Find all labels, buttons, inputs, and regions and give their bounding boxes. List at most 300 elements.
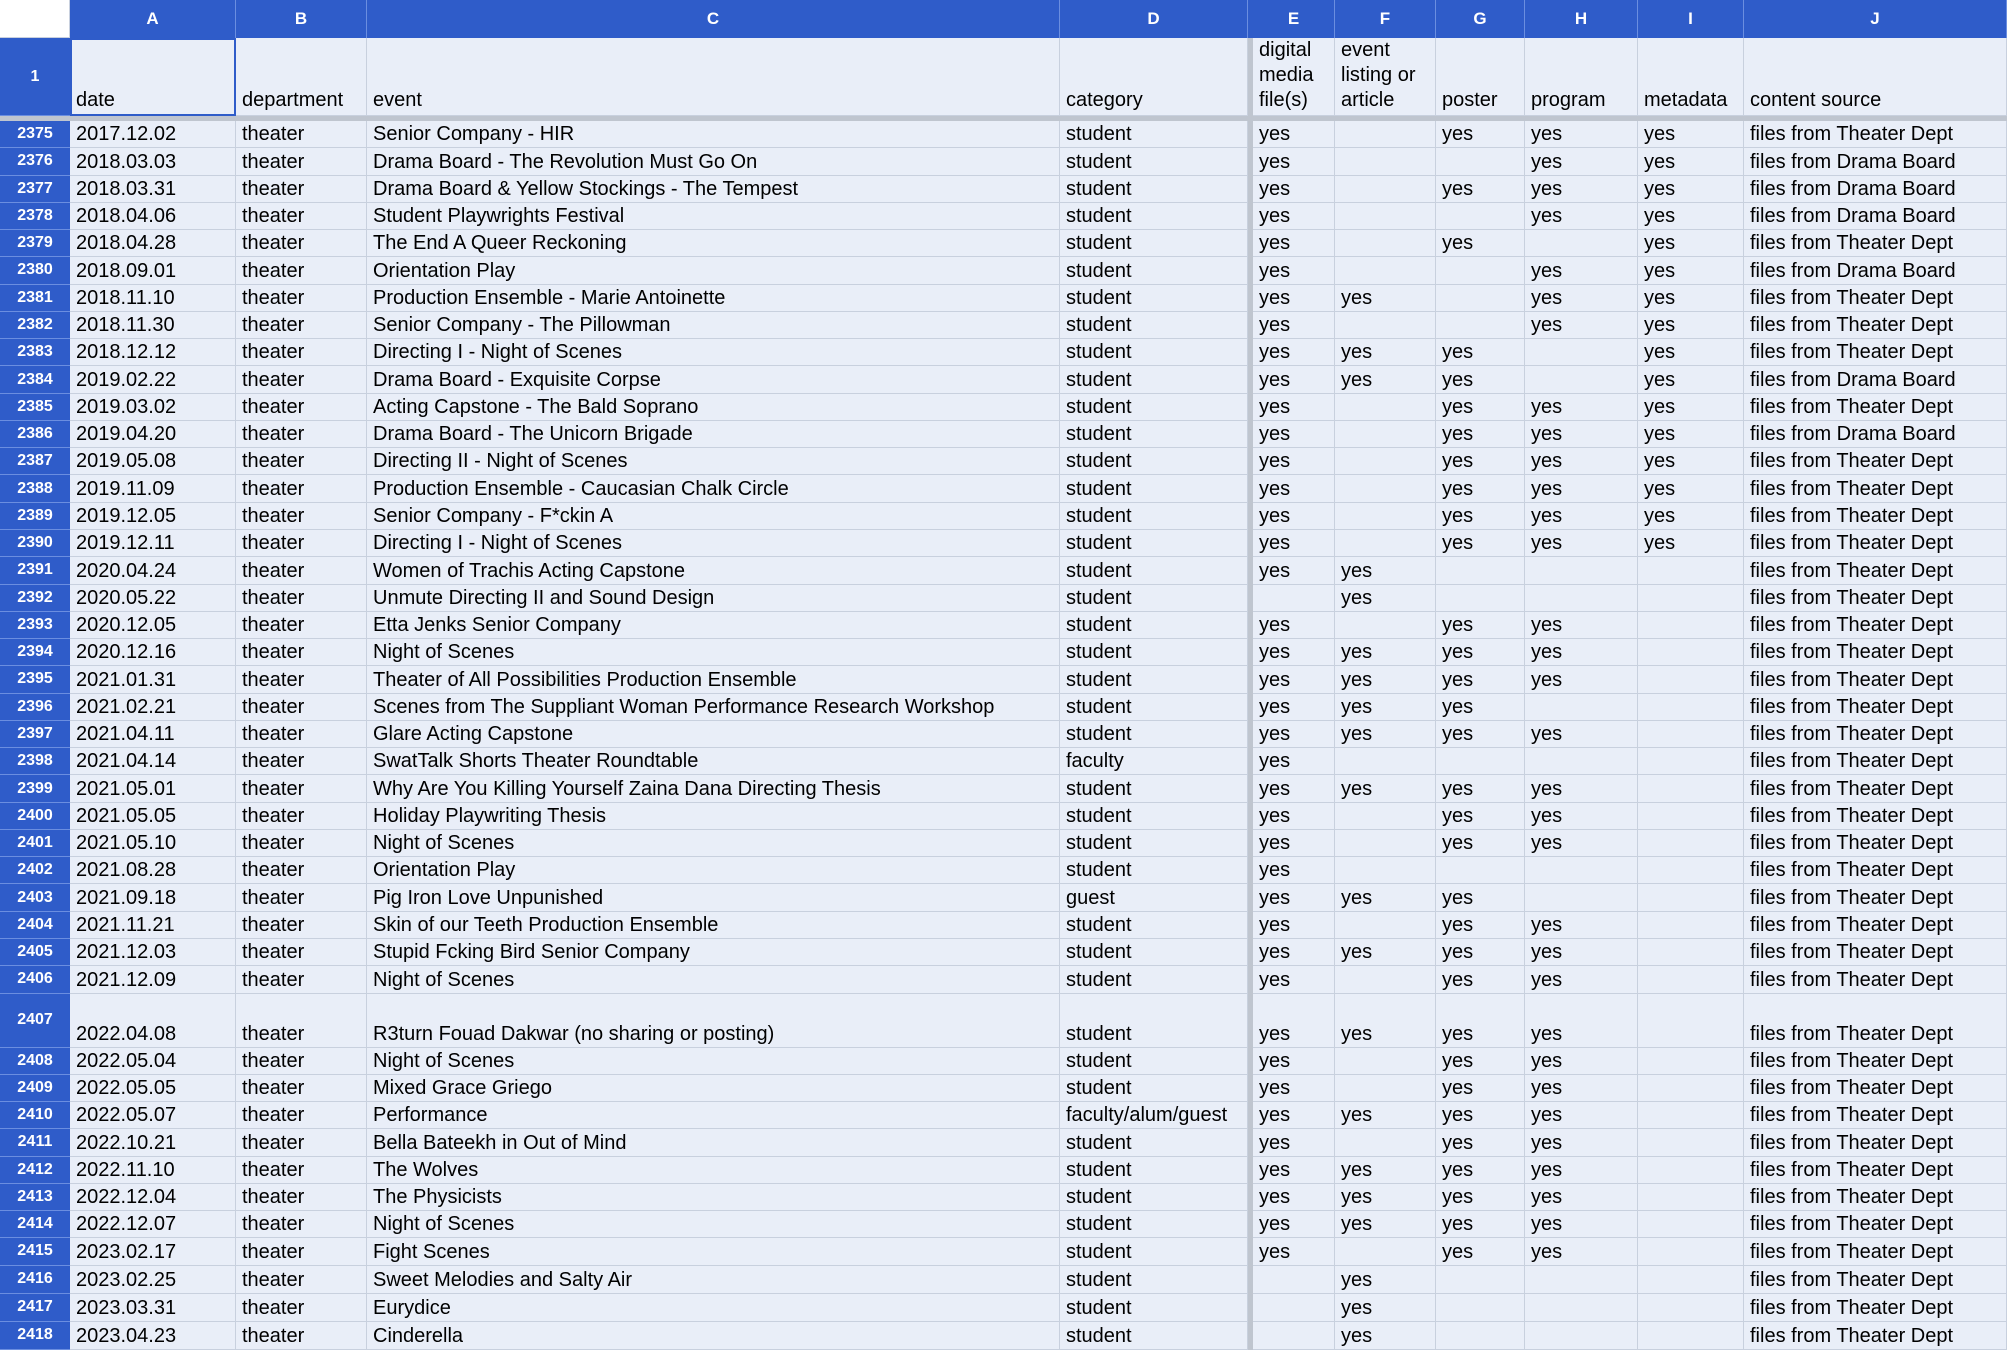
- table-cell[interactable]: [1638, 721, 1744, 748]
- table-cell[interactable]: yes: [1436, 503, 1525, 530]
- table-cell[interactable]: files from Theater Dept: [1744, 1184, 2007, 1211]
- table-cell[interactable]: student: [1060, 857, 1248, 884]
- table-cell[interactable]: yes: [1436, 1238, 1525, 1265]
- table-cell[interactable]: yes: [1525, 830, 1638, 857]
- table-cell[interactable]: 2018.03.03: [70, 148, 236, 175]
- table-cell[interactable]: yes: [1436, 1157, 1525, 1184]
- table-cell[interactable]: theater: [236, 1322, 367, 1350]
- row-header[interactable]: 2380: [0, 257, 70, 284]
- row-header[interactable]: 2397: [0, 721, 70, 748]
- row-header[interactable]: 2411: [0, 1129, 70, 1156]
- table-cell[interactable]: theater: [236, 612, 367, 639]
- table-cell[interactable]: files from Theater Dept: [1744, 1266, 2007, 1294]
- table-cell[interactable]: [1335, 1075, 1436, 1102]
- table-cell[interactable]: yes: [1525, 775, 1638, 802]
- table-cell[interactable]: 2018.09.01: [70, 257, 236, 284]
- table-cell[interactable]: theater: [236, 503, 367, 530]
- table-cell[interactable]: yes: [1436, 1048, 1525, 1075]
- table-cell[interactable]: yes: [1335, 994, 1436, 1048]
- table-cell[interactable]: Unmute Directing II and Sound Design: [367, 585, 1060, 612]
- column-header-a[interactable]: A: [70, 0, 236, 38]
- table-cell[interactable]: yes: [1436, 966, 1525, 993]
- table-cell[interactable]: Directing I - Night of Scenes: [367, 530, 1060, 557]
- table-cell[interactable]: 2023.04.23: [70, 1322, 236, 1350]
- table-cell[interactable]: 2021.04.11: [70, 721, 236, 748]
- table-cell[interactable]: files from Theater Dept: [1744, 748, 2007, 775]
- row-header[interactable]: 2418: [0, 1322, 70, 1350]
- table-cell[interactable]: theater: [236, 721, 367, 748]
- table-cell[interactable]: theater: [236, 557, 367, 584]
- table-cell[interactable]: yes: [1638, 448, 1744, 475]
- table-cell[interactable]: Directing II - Night of Scenes: [367, 448, 1060, 475]
- table-cell[interactable]: student: [1060, 1157, 1248, 1184]
- table-cell[interactable]: theater: [236, 830, 367, 857]
- table-cell[interactable]: yes: [1253, 721, 1335, 748]
- table-cell[interactable]: theater: [236, 857, 367, 884]
- table-cell[interactable]: student: [1060, 257, 1248, 284]
- table-cell[interactable]: student: [1060, 612, 1248, 639]
- table-cell[interactable]: yes: [1436, 1184, 1525, 1211]
- table-cell[interactable]: [1335, 121, 1436, 148]
- column-header-d[interactable]: D: [1060, 0, 1248, 38]
- table-cell[interactable]: [1436, 312, 1525, 339]
- table-cell[interactable]: Mixed Grace Griego: [367, 1075, 1060, 1102]
- table-cell[interactable]: theater: [236, 203, 367, 230]
- table-cell[interactable]: [1253, 1294, 1335, 1322]
- table-cell[interactable]: files from Theater Dept: [1744, 803, 2007, 830]
- table-cell[interactable]: Senior Company - HIR: [367, 121, 1060, 148]
- table-cell[interactable]: yes: [1436, 366, 1525, 393]
- table-cell[interactable]: 2019.02.22: [70, 366, 236, 393]
- table-cell[interactable]: yes: [1525, 1102, 1638, 1129]
- table-cell[interactable]: yes: [1436, 121, 1525, 148]
- table-cell[interactable]: files from Theater Dept: [1744, 994, 2007, 1048]
- table-cell[interactable]: yes: [1253, 1157, 1335, 1184]
- table-cell[interactable]: 2022.12.04: [70, 1184, 236, 1211]
- table-cell[interactable]: yes: [1253, 639, 1335, 666]
- table-cell[interactable]: Pig Iron Love Unpunished: [367, 884, 1060, 911]
- table-cell[interactable]: [1638, 1211, 1744, 1238]
- table-cell[interactable]: yes: [1638, 203, 1744, 230]
- table-cell[interactable]: yes: [1525, 966, 1638, 993]
- header-cell-metadata[interactable]: metadata: [1638, 38, 1744, 116]
- table-cell[interactable]: files from Theater Dept: [1744, 1157, 2007, 1184]
- table-cell[interactable]: student: [1060, 939, 1248, 966]
- header-cell-event[interactable]: event: [367, 38, 1060, 116]
- table-cell[interactable]: yes: [1253, 803, 1335, 830]
- table-cell[interactable]: 2018.11.30: [70, 312, 236, 339]
- table-cell[interactable]: 2021.05.01: [70, 775, 236, 802]
- table-cell[interactable]: yes: [1253, 884, 1335, 911]
- table-cell[interactable]: 2018.04.06: [70, 203, 236, 230]
- table-cell[interactable]: [1638, 1322, 1744, 1350]
- table-cell[interactable]: yes: [1253, 1129, 1335, 1156]
- table-cell[interactable]: yes: [1335, 1157, 1436, 1184]
- table-cell[interactable]: yes: [1335, 1266, 1436, 1294]
- table-cell[interactable]: theater: [236, 1102, 367, 1129]
- table-cell[interactable]: yes: [1253, 312, 1335, 339]
- table-cell[interactable]: Night of Scenes: [367, 639, 1060, 666]
- row-header[interactable]: 2386: [0, 421, 70, 448]
- table-cell[interactable]: [1525, 585, 1638, 612]
- table-cell[interactable]: [1638, 1129, 1744, 1156]
- table-cell[interactable]: yes: [1525, 1157, 1638, 1184]
- table-cell[interactable]: 2022.12.07: [70, 1211, 236, 1238]
- table-cell[interactable]: yes: [1525, 666, 1638, 693]
- table-cell[interactable]: student: [1060, 1322, 1248, 1350]
- table-cell[interactable]: [1335, 203, 1436, 230]
- table-cell[interactable]: files from Drama Board: [1744, 366, 2007, 393]
- table-cell[interactable]: 2021.11.21: [70, 912, 236, 939]
- table-cell[interactable]: yes: [1253, 366, 1335, 393]
- table-cell[interactable]: student: [1060, 557, 1248, 584]
- table-cell[interactable]: yes: [1638, 148, 1744, 175]
- table-cell[interactable]: yes: [1335, 694, 1436, 721]
- table-cell[interactable]: files from Theater Dept: [1744, 312, 2007, 339]
- table-cell[interactable]: files from Theater Dept: [1744, 1211, 2007, 1238]
- table-cell[interactable]: yes: [1253, 557, 1335, 584]
- table-cell[interactable]: 2022.10.21: [70, 1129, 236, 1156]
- row-header[interactable]: 2410: [0, 1102, 70, 1129]
- table-cell[interactable]: theater: [236, 1129, 367, 1156]
- table-cell[interactable]: 2021.02.21: [70, 694, 236, 721]
- table-cell[interactable]: 2019.04.20: [70, 421, 236, 448]
- table-cell[interactable]: yes: [1253, 121, 1335, 148]
- table-cell[interactable]: yes: [1638, 230, 1744, 257]
- row-header[interactable]: 2379: [0, 230, 70, 257]
- table-cell[interactable]: student: [1060, 639, 1248, 666]
- table-cell[interactable]: yes: [1253, 1184, 1335, 1211]
- table-cell[interactable]: student: [1060, 694, 1248, 721]
- table-cell[interactable]: yes: [1253, 830, 1335, 857]
- table-cell[interactable]: yes: [1253, 1075, 1335, 1102]
- table-cell[interactable]: yes: [1253, 1048, 1335, 1075]
- table-cell[interactable]: 2019.03.02: [70, 394, 236, 421]
- table-cell[interactable]: Stupid Fcking Bird Senior Company: [367, 939, 1060, 966]
- row-header[interactable]: 2392: [0, 585, 70, 612]
- table-cell[interactable]: faculty: [1060, 748, 1248, 775]
- table-cell[interactable]: yes: [1253, 939, 1335, 966]
- table-cell[interactable]: yes: [1525, 994, 1638, 1048]
- table-cell[interactable]: yes: [1525, 803, 1638, 830]
- table-cell[interactable]: yes: [1525, 612, 1638, 639]
- row-header[interactable]: 2391: [0, 557, 70, 584]
- table-cell[interactable]: student: [1060, 1211, 1248, 1238]
- row-header[interactable]: 2413: [0, 1184, 70, 1211]
- table-cell[interactable]: yes: [1525, 312, 1638, 339]
- table-cell[interactable]: yes: [1335, 721, 1436, 748]
- table-cell[interactable]: theater: [236, 475, 367, 502]
- table-cell[interactable]: [1436, 203, 1525, 230]
- table-cell[interactable]: Drama Board - Exquisite Corpse: [367, 366, 1060, 393]
- table-cell[interactable]: files from Theater Dept: [1744, 285, 2007, 312]
- row-header[interactable]: 2389: [0, 503, 70, 530]
- header-cell-program[interactable]: program: [1525, 38, 1638, 116]
- table-cell[interactable]: [1638, 612, 1744, 639]
- table-cell[interactable]: theater: [236, 530, 367, 557]
- table-cell[interactable]: 2019.05.08: [70, 448, 236, 475]
- table-cell[interactable]: student: [1060, 475, 1248, 502]
- table-cell[interactable]: yes: [1335, 775, 1436, 802]
- table-cell[interactable]: Production Ensemble - Marie Antoinette: [367, 285, 1060, 312]
- table-cell[interactable]: Fight Scenes: [367, 1238, 1060, 1265]
- table-cell[interactable]: The Physicists: [367, 1184, 1060, 1211]
- table-cell[interactable]: files from Theater Dept: [1744, 939, 2007, 966]
- table-cell[interactable]: Senior Company - F*ckin A: [367, 503, 1060, 530]
- table-cell[interactable]: student: [1060, 366, 1248, 393]
- row-header[interactable]: 2399: [0, 775, 70, 802]
- table-cell[interactable]: theater: [236, 176, 367, 203]
- table-cell[interactable]: [1525, 1294, 1638, 1322]
- row-header[interactable]: 2404: [0, 912, 70, 939]
- table-cell[interactable]: [1638, 994, 1744, 1048]
- row-header[interactable]: 2398: [0, 748, 70, 775]
- table-cell[interactable]: Skin of our Teeth Production Ensemble: [367, 912, 1060, 939]
- table-cell[interactable]: [1638, 557, 1744, 584]
- table-cell[interactable]: guest: [1060, 884, 1248, 911]
- table-cell[interactable]: yes: [1253, 1102, 1335, 1129]
- table-cell[interactable]: 2018.12.12: [70, 339, 236, 366]
- table-cell[interactable]: yes: [1525, 1075, 1638, 1102]
- table-cell[interactable]: 2023.03.31: [70, 1294, 236, 1322]
- table-cell[interactable]: 2021.04.14: [70, 748, 236, 775]
- table-cell[interactable]: yes: [1638, 530, 1744, 557]
- table-cell[interactable]: theater: [236, 312, 367, 339]
- table-cell[interactable]: yes: [1638, 176, 1744, 203]
- row-header[interactable]: 2376: [0, 148, 70, 175]
- row-header[interactable]: 2401: [0, 830, 70, 857]
- table-cell[interactable]: yes: [1525, 257, 1638, 284]
- table-cell[interactable]: yes: [1525, 1129, 1638, 1156]
- table-cell[interactable]: yes: [1253, 857, 1335, 884]
- table-cell[interactable]: student: [1060, 994, 1248, 1048]
- table-cell[interactable]: student: [1060, 585, 1248, 612]
- table-cell[interactable]: theater: [236, 994, 367, 1048]
- header-cell-content-source[interactable]: content source: [1744, 38, 2007, 116]
- table-cell[interactable]: [1525, 230, 1638, 257]
- table-cell[interactable]: files from Theater Dept: [1744, 121, 2007, 148]
- table-cell[interactable]: [1436, 857, 1525, 884]
- table-cell[interactable]: yes: [1525, 203, 1638, 230]
- table-cell[interactable]: files from Theater Dept: [1744, 1102, 2007, 1129]
- table-cell[interactable]: 2021.08.28: [70, 857, 236, 884]
- table-cell[interactable]: [1335, 1048, 1436, 1075]
- table-cell[interactable]: yes: [1253, 612, 1335, 639]
- table-cell[interactable]: yes: [1436, 830, 1525, 857]
- table-cell[interactable]: yes: [1436, 721, 1525, 748]
- table-cell[interactable]: yes: [1335, 1322, 1436, 1350]
- table-cell[interactable]: [1638, 912, 1744, 939]
- table-cell[interactable]: yes: [1436, 339, 1525, 366]
- table-cell[interactable]: yes: [1525, 1211, 1638, 1238]
- table-cell[interactable]: yes: [1436, 1129, 1525, 1156]
- row-header[interactable]: 2377: [0, 176, 70, 203]
- row-header[interactable]: 2396: [0, 694, 70, 721]
- header-cell-poster[interactable]: poster: [1436, 38, 1525, 116]
- table-cell[interactable]: student: [1060, 1266, 1248, 1294]
- table-cell[interactable]: [1525, 366, 1638, 393]
- table-cell[interactable]: yes: [1638, 366, 1744, 393]
- table-cell[interactable]: files from Theater Dept: [1744, 475, 2007, 502]
- table-cell[interactable]: [1638, 1048, 1744, 1075]
- table-cell[interactable]: theater: [236, 394, 367, 421]
- table-cell[interactable]: [1335, 830, 1436, 857]
- table-cell[interactable]: files from Theater Dept: [1744, 666, 2007, 693]
- table-cell[interactable]: yes: [1253, 1211, 1335, 1238]
- table-cell[interactable]: yes: [1525, 1048, 1638, 1075]
- table-cell[interactable]: yes: [1436, 176, 1525, 203]
- table-cell[interactable]: [1638, 939, 1744, 966]
- header-cell-date[interactable]: date: [70, 38, 236, 116]
- table-cell[interactable]: Orientation Play: [367, 857, 1060, 884]
- table-cell[interactable]: files from Theater Dept: [1744, 339, 2007, 366]
- table-cell[interactable]: yes: [1525, 148, 1638, 175]
- table-cell[interactable]: yes: [1253, 503, 1335, 530]
- table-cell[interactable]: theater: [236, 121, 367, 148]
- table-cell[interactable]: [1525, 748, 1638, 775]
- row-header[interactable]: 2393: [0, 612, 70, 639]
- table-cell[interactable]: files from Theater Dept: [1744, 830, 2007, 857]
- table-cell[interactable]: 2017.12.02: [70, 121, 236, 148]
- table-cell[interactable]: student: [1060, 775, 1248, 802]
- table-cell[interactable]: student: [1060, 912, 1248, 939]
- table-cell[interactable]: yes: [1436, 421, 1525, 448]
- table-cell[interactable]: Bella Bateekh in Out of Mind: [367, 1129, 1060, 1156]
- table-cell[interactable]: yes: [1253, 775, 1335, 802]
- table-cell[interactable]: [1436, 257, 1525, 284]
- table-cell[interactable]: [1638, 1075, 1744, 1102]
- table-cell[interactable]: [1525, 694, 1638, 721]
- column-header-g[interactable]: G: [1436, 0, 1525, 38]
- table-cell[interactable]: [1335, 148, 1436, 175]
- table-cell[interactable]: 2022.04.08: [70, 994, 236, 1048]
- table-cell[interactable]: student: [1060, 230, 1248, 257]
- table-cell[interactable]: files from Theater Dept: [1744, 394, 2007, 421]
- table-cell[interactable]: yes: [1253, 994, 1335, 1048]
- table-cell[interactable]: [1335, 530, 1436, 557]
- table-cell[interactable]: files from Theater Dept: [1744, 585, 2007, 612]
- row-header[interactable]: 2403: [0, 884, 70, 911]
- row-header[interactable]: 2415: [0, 1238, 70, 1265]
- table-cell[interactable]: [1335, 257, 1436, 284]
- table-cell[interactable]: [1638, 1157, 1744, 1184]
- table-cell[interactable]: theater: [236, 1211, 367, 1238]
- header-cell-event-listing-or-article[interactable]: event listing or article: [1335, 38, 1436, 116]
- row-header[interactable]: 2412: [0, 1157, 70, 1184]
- table-cell[interactable]: student: [1060, 421, 1248, 448]
- table-cell[interactable]: yes: [1436, 475, 1525, 502]
- table-cell[interactable]: yes: [1253, 339, 1335, 366]
- table-cell[interactable]: Orientation Play: [367, 257, 1060, 284]
- table-cell[interactable]: yes: [1638, 121, 1744, 148]
- row-header[interactable]: 2406: [0, 966, 70, 993]
- table-cell[interactable]: student: [1060, 1184, 1248, 1211]
- header-cell-digital-media-file-s-[interactable]: digital media file(s): [1253, 38, 1335, 116]
- row-header-1[interactable]: 1: [0, 38, 70, 116]
- table-cell[interactable]: theater: [236, 1294, 367, 1322]
- table-cell[interactable]: Acting Capstone - The Bald Soprano: [367, 394, 1060, 421]
- table-cell[interactable]: files from Theater Dept: [1744, 448, 2007, 475]
- table-cell[interactable]: yes: [1253, 530, 1335, 557]
- header-cell-category[interactable]: category: [1060, 38, 1248, 116]
- table-cell[interactable]: yes: [1436, 994, 1525, 1048]
- row-header[interactable]: 2400: [0, 803, 70, 830]
- table-cell[interactable]: [1525, 339, 1638, 366]
- table-cell[interactable]: Night of Scenes: [367, 1211, 1060, 1238]
- table-cell[interactable]: yes: [1436, 666, 1525, 693]
- table-cell[interactable]: yes: [1253, 148, 1335, 175]
- table-cell[interactable]: student: [1060, 1048, 1248, 1075]
- table-cell[interactable]: Glare Acting Capstone: [367, 721, 1060, 748]
- table-cell[interactable]: Drama Board & Yellow Stockings - The Tempest: [367, 176, 1060, 203]
- table-cell[interactable]: yes: [1436, 1102, 1525, 1129]
- table-cell[interactable]: 2021.01.31: [70, 666, 236, 693]
- table-cell[interactable]: yes: [1525, 639, 1638, 666]
- table-cell[interactable]: [1335, 748, 1436, 775]
- table-cell[interactable]: theater: [236, 366, 367, 393]
- table-cell[interactable]: yes: [1525, 530, 1638, 557]
- table-cell[interactable]: theater: [236, 421, 367, 448]
- table-cell[interactable]: yes: [1436, 639, 1525, 666]
- table-cell[interactable]: yes: [1253, 475, 1335, 502]
- table-cell[interactable]: 2020.05.22: [70, 585, 236, 612]
- table-cell[interactable]: [1335, 912, 1436, 939]
- table-cell[interactable]: [1638, 803, 1744, 830]
- table-cell[interactable]: yes: [1638, 285, 1744, 312]
- row-header[interactable]: 2407: [0, 994, 70, 1048]
- table-cell[interactable]: Eurydice: [367, 1294, 1060, 1322]
- table-cell[interactable]: 2021.05.10: [70, 830, 236, 857]
- table-cell[interactable]: yes: [1638, 257, 1744, 284]
- column-header-h[interactable]: H: [1525, 0, 1638, 38]
- table-cell[interactable]: yes: [1335, 1102, 1436, 1129]
- table-cell[interactable]: 2022.05.05: [70, 1075, 236, 1102]
- table-cell[interactable]: yes: [1436, 448, 1525, 475]
- table-cell[interactable]: files from Theater Dept: [1744, 639, 2007, 666]
- table-cell[interactable]: student: [1060, 530, 1248, 557]
- table-cell[interactable]: files from Theater Dept: [1744, 694, 2007, 721]
- table-cell[interactable]: yes: [1436, 612, 1525, 639]
- table-cell[interactable]: yes: [1436, 1211, 1525, 1238]
- table-cell[interactable]: yes: [1525, 1184, 1638, 1211]
- table-cell[interactable]: yes: [1335, 939, 1436, 966]
- table-cell[interactable]: 2020.12.05: [70, 612, 236, 639]
- row-header[interactable]: 2378: [0, 203, 70, 230]
- table-cell[interactable]: [1335, 1129, 1436, 1156]
- table-cell[interactable]: files from Drama Board: [1744, 257, 2007, 284]
- row-header[interactable]: 2394: [0, 639, 70, 666]
- table-cell[interactable]: yes: [1335, 666, 1436, 693]
- table-cell[interactable]: files from Theater Dept: [1744, 912, 2007, 939]
- table-cell[interactable]: [1638, 830, 1744, 857]
- table-cell[interactable]: 2021.12.09: [70, 966, 236, 993]
- table-cell[interactable]: theater: [236, 1184, 367, 1211]
- table-cell[interactable]: theater: [236, 666, 367, 693]
- table-cell[interactable]: 2018.03.31: [70, 176, 236, 203]
- table-cell[interactable]: yes: [1436, 394, 1525, 421]
- table-cell[interactable]: yes: [1436, 1075, 1525, 1102]
- row-header[interactable]: 2417: [0, 1294, 70, 1322]
- table-cell[interactable]: yes: [1253, 448, 1335, 475]
- table-cell[interactable]: theater: [236, 912, 367, 939]
- table-cell[interactable]: 2018.04.28: [70, 230, 236, 257]
- table-cell[interactable]: yes: [1253, 1238, 1335, 1265]
- table-cell[interactable]: yes: [1436, 775, 1525, 802]
- table-cell[interactable]: Drama Board - The Revolution Must Go On: [367, 148, 1060, 175]
- row-header[interactable]: 2381: [0, 285, 70, 312]
- table-cell[interactable]: yes: [1525, 1238, 1638, 1265]
- table-cell[interactable]: files from Theater Dept: [1744, 1322, 2007, 1350]
